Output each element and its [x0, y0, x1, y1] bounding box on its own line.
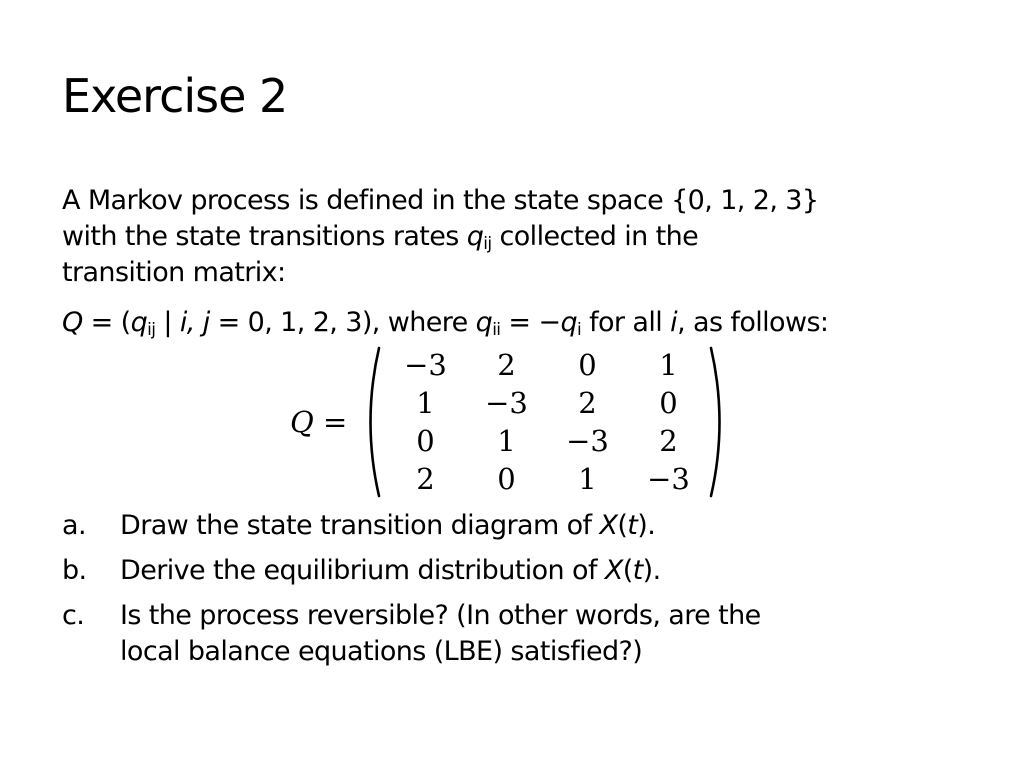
question-b: b. Derive the equilibrium distribution of X(t). — [62, 553, 962, 589]
matrix-row — [385, 346, 709, 384]
intro-line-3: transition matrix: — [62, 257, 286, 288]
matrix-cell: −3 — [566, 424, 609, 458]
matrix-row — [385, 422, 709, 460]
matrix-cell: 0 — [659, 386, 678, 420]
matrix-cell: 2 — [659, 424, 678, 458]
matrix-lhs: Q = — [290, 405, 348, 439]
matrix-equation — [290, 346, 740, 498]
matrix-cell: −3 — [485, 386, 528, 420]
matrix-cell: 1 — [578, 462, 597, 496]
list-marker: b. — [62, 555, 87, 586]
slide-title: Exercise 2 — [62, 69, 288, 123]
matrix-cell: 0 — [416, 424, 435, 458]
matrix-cell: 2 — [578, 386, 597, 420]
list-marker: c. — [62, 600, 85, 631]
question-c-line-1: Is the process reversible? (In other words, are the — [120, 600, 761, 631]
matrix-cell: −3 — [404, 348, 447, 382]
matrix-cell: 1 — [659, 348, 678, 382]
question-c-line-2: local balance equations (LBE) satisfied?) — [120, 636, 643, 667]
intro-paragraph — [62, 183, 818, 291]
intro-line-1: A Markov process is defined in the state space {0, 1, 2, 3} — [62, 185, 819, 216]
matrix-cell: 2 — [416, 462, 435, 496]
matrix-cell: 1 — [497, 424, 516, 458]
left-parenthesis — [360, 346, 382, 498]
matrix-cell: 1 — [416, 386, 435, 420]
question-c — [62, 598, 962, 670]
question-a: a. Draw the state transition diagram of X(t). — [62, 508, 962, 544]
definition-line: $Q = (q_{ij}$ | i, j = 0, 1, 2, 3), where $q_{ii} = -q_i$ for all i, as follows: — [62, 307, 829, 340]
matrix-row — [385, 384, 709, 422]
matrix-cell: −3 — [647, 462, 690, 496]
right-parenthesis — [708, 346, 730, 498]
matrix-cell: 0 — [578, 348, 597, 382]
matrix-row — [385, 460, 709, 498]
question-list — [62, 508, 962, 679]
transition-matrix — [385, 346, 709, 498]
list-marker: a. — [62, 510, 86, 541]
intro-line-2: with the state transitions rates $q_{ij}$ collected in the — [62, 221, 699, 254]
matrix-cell: 0 — [497, 462, 516, 496]
matrix-cell: 2 — [497, 348, 516, 382]
